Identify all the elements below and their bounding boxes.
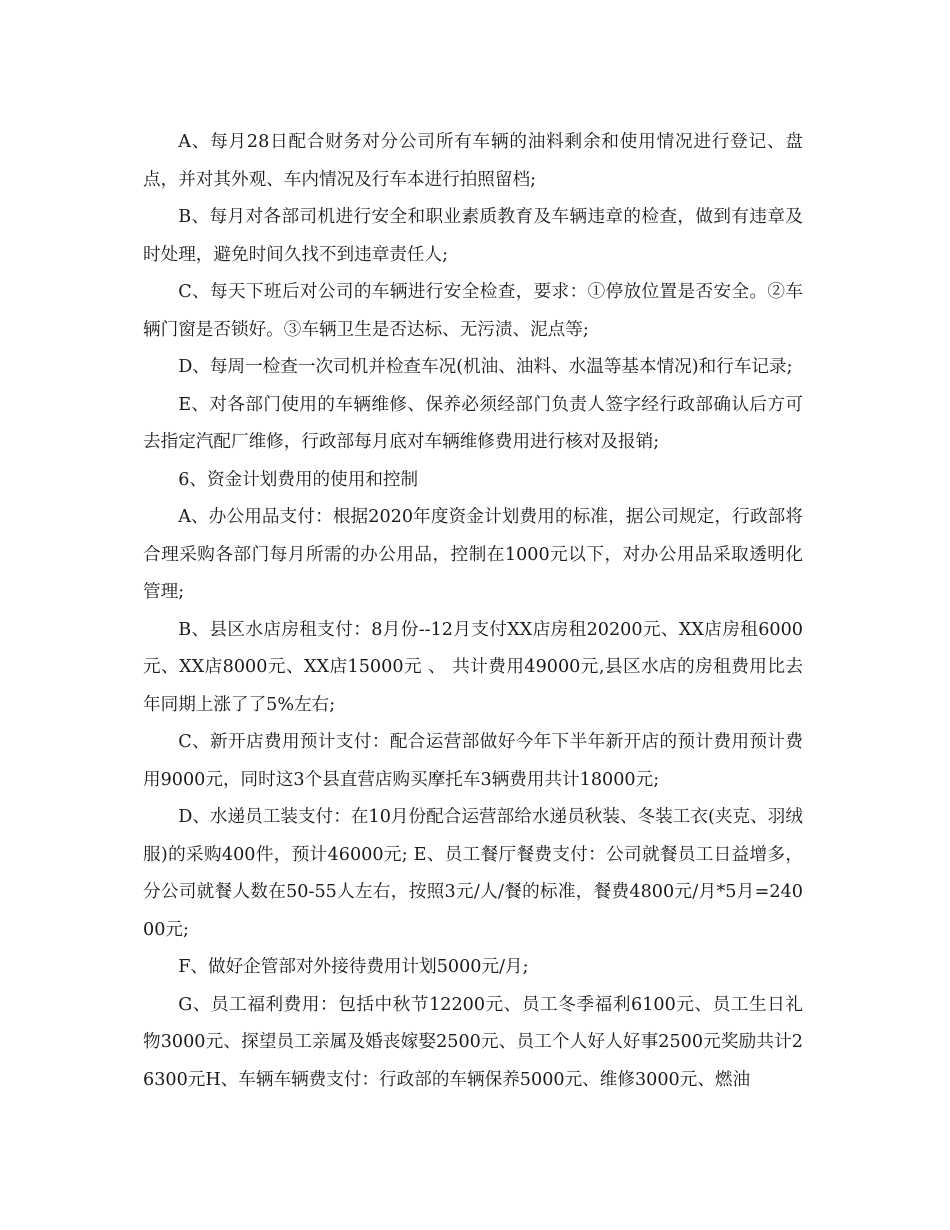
paragraph-driver-education: B、每月对各部司机进行安全和职业素质教育及车辆违章的检查，做到有违章及时处理，避免时间久找不到违章责任人; <box>143 207 803 265</box>
paragraph-vehicle-fuel-check: A、每月28日配合财务对分公司所有车辆的油料剩余和使用情况进行登记、盘点，并对其外观、车内情况及行车本进行拍照留档; <box>143 132 803 190</box>
paragraph-weekly-driver-check: D、每周一检查一次司机并检查车况(机油、油料、水温等基本情况)和行车记录; <box>178 357 793 377</box>
paragraph-uniform-and-canteen: D、水递员工装支付：在10月份配合运营部给水递员秋装、冬装工衣(夹克、羽绒服)的采购400件，预计46000元; E、员工餐厅餐费支付：公司就餐员工日益增多，分公司就餐人数在50-55人左右，按照3元/人/餐的标准，餐费4800元/月*5月=24000元; <box>143 807 803 940</box>
paragraph-daily-safety-check: C、每天下班后对公司的车辆进行安全检查，要求：①停放位置是否安全。②车辆门窗是否锁好。③车辆卫生是否达标、无污渍、泥点等; <box>143 282 803 340</box>
paragraph-employee-welfare: G、员工福利费用：包括中秋节12200元、员工冬季福利6100元、员工生日礼物3000元、探望员工亲属及婚丧嫁娶2500元、员工个人好人好事2500元奖励共计26300元H、车辆车辆费支付：行政部的车辆保养5000元、维修3000元、燃油 <box>143 994 803 1090</box>
section-heading-fund-plan: 6、资金计划费用的使用和控制 <box>178 469 419 490</box>
document-body <box>143 124 803 1099</box>
paragraph-maintenance-approval: E、对各部门使用的车辆维修、保养必须经部门负责人签字经行政部确认后方可去指定汽配厂维修，行政部每月底对车辆维修费用进行核对及报销; <box>143 394 803 452</box>
paragraph-reception-costs: F、做好企管部对外接待费用计划5000元/月; <box>178 957 529 977</box>
paragraph-store-rent: B、县区水店房租支付：8月份--12月支付XX店房租20200元、XX店房租6000元、XX店8000元、XX店15000元 、 共计费用49000元,县区水店的房租费用比去年同期上涨了了5%左右; <box>143 619 803 715</box>
paragraph-office-supplies: A、办公用品支付：根据2020年度资金计划费用的标准，据公司规定，行政部将合理采购各部门每月所需的办公用品，控制在1000元以下，对办公用品采取透明化管理; <box>143 507 803 602</box>
paragraph-new-store-costs: C、新开店费用预计支付：配合运营部做好今年下半年新开店的预计费用预计费用9000元，同时这3个县直营店购买摩托车3辆费用共计18000元; <box>143 732 803 790</box>
